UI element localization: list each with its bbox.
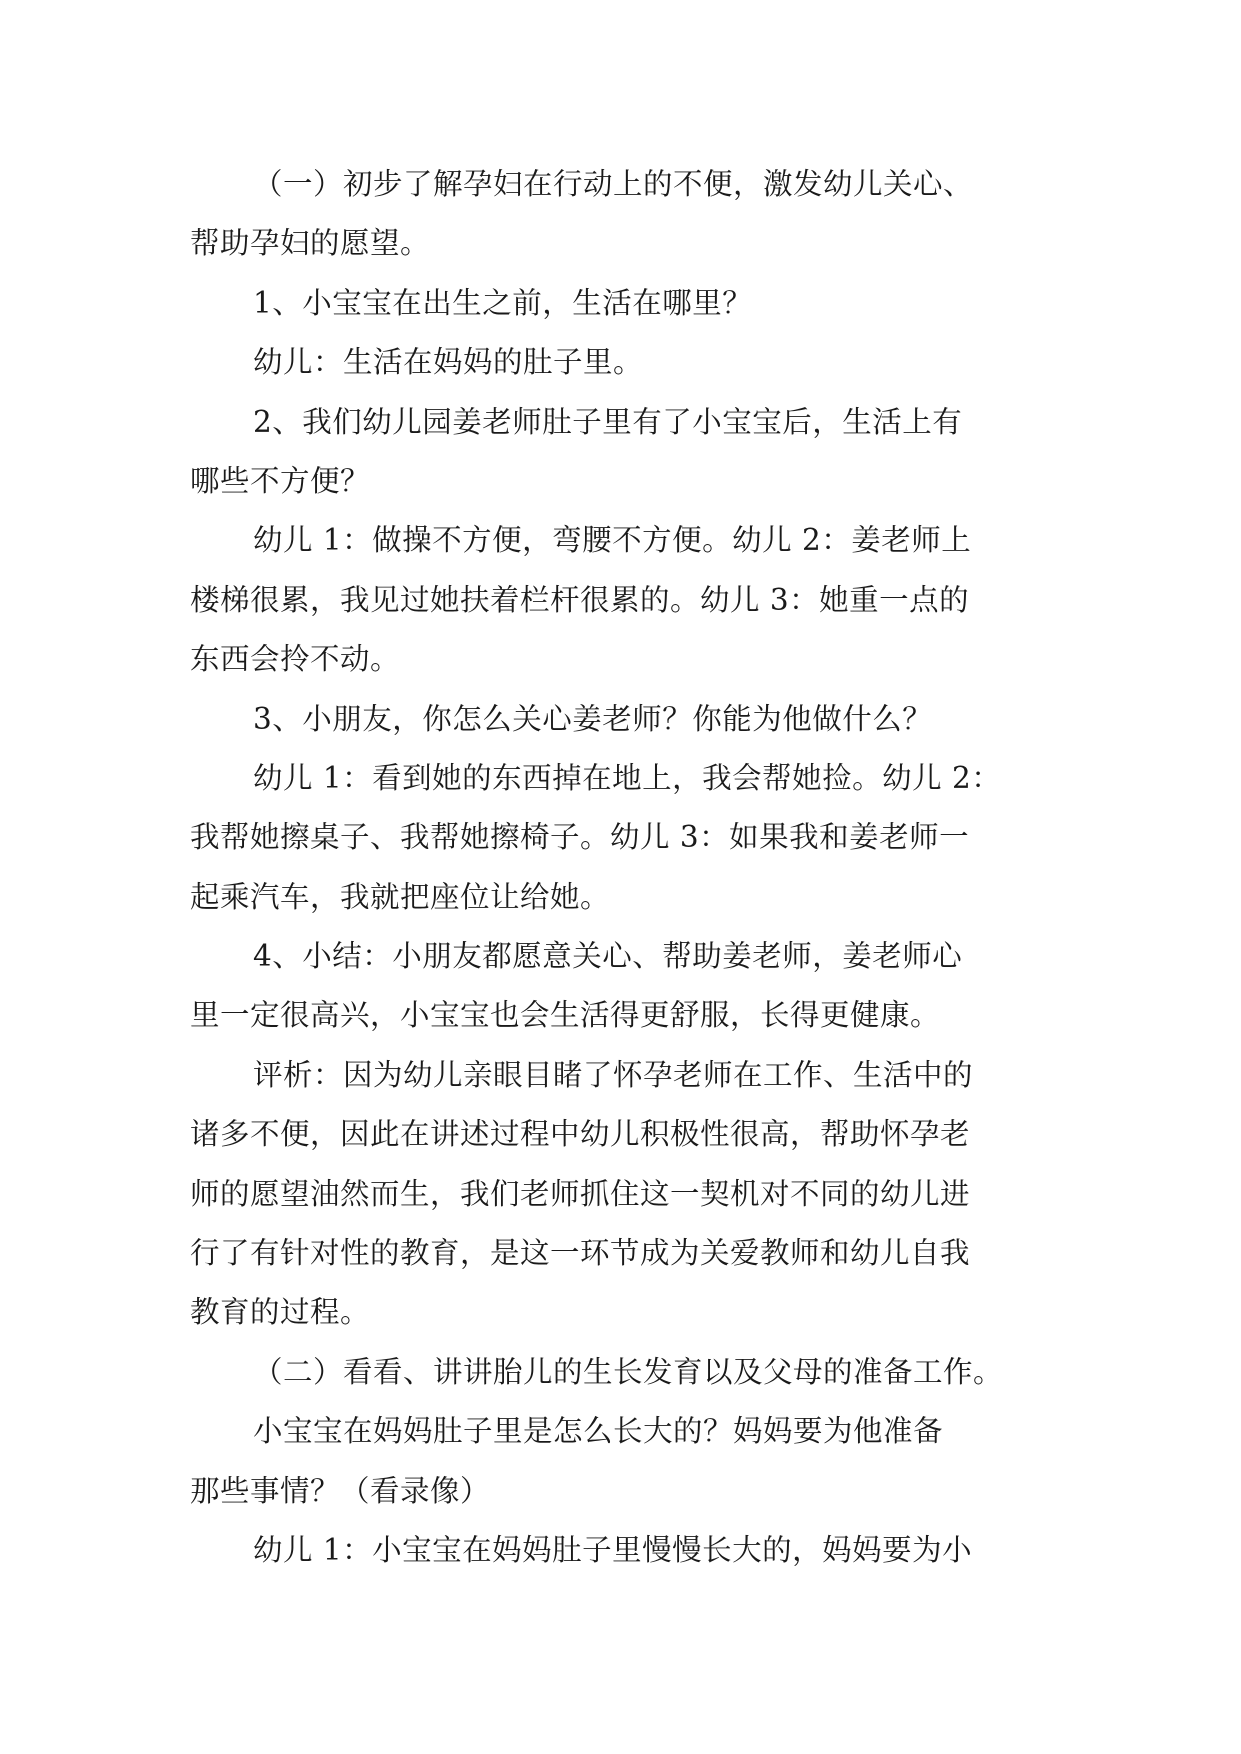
text-line: 教育的过程。 <box>190 1295 371 1330</box>
text-line: 我帮她擦桌子、我帮她擦椅子。幼儿 3：如果我和姜老师一 <box>190 820 970 855</box>
text-line: 里一定很高兴，小宝宝也会生活得更舒服，长得更健康。 <box>190 998 941 1033</box>
document-body <box>190 155 1070 1580</box>
text-line: 那些事情？（看录像） <box>190 1473 491 1508</box>
text-line: （二）看看、讲讲胎儿的生长发育以及父母的准备工作。 <box>253 1354 1004 1389</box>
text-line: 1、小宝宝在出生之前，生活在哪里？ <box>253 285 753 320</box>
text-line: 4、小结：小朋友都愿意关心、帮助姜老师，姜老师心 <box>253 939 963 974</box>
text-line: 幼儿：生活在妈妈的肚子里。 <box>253 345 644 380</box>
text-line: 诸多不便，因此在讲述过程中幼儿积极性很高，帮助怀孕老 <box>190 1117 971 1152</box>
text-line: 行了有针对性的教育，是这一环节成为关爱教师和幼儿自我 <box>190 1236 971 1271</box>
text-line: 起乘汽车，我就把座位让给她。 <box>190 879 611 914</box>
text-line: 楼梯很累，我见过她扶着栏杆很累的。幼儿 3：她重一点的 <box>190 582 970 617</box>
text-line: 评析：因为幼儿亲眼目睹了怀孕老师在工作、生活中的 <box>253 1057 974 1092</box>
text-line: 小宝宝在妈妈肚子里是怎么长大的？妈妈要为他准备 <box>253 1414 944 1449</box>
text-line: 3、小朋友，你怎么关心姜老师？你能为他做什么？ <box>253 701 933 736</box>
text-line: 帮助孕妇的愿望。 <box>190 226 431 261</box>
text-line: 2、我们幼儿园姜老师肚子里有了小宝宝后，生活上有 <box>253 404 963 439</box>
text-line: 幼儿 1：小宝宝在妈妈肚子里慢慢长大的，妈妈要为小 <box>253 1532 973 1567</box>
text-line: 幼儿 1：做操不方便，弯腰不方便。幼儿 2：姜老师上 <box>253 523 972 558</box>
text-line: 哪些不方便？ <box>190 463 371 498</box>
text-line: 师的愿望油然而生，我们老师抓住这一契机对不同的幼儿进 <box>190 1176 971 1211</box>
text-line: 幼儿 1：看到她的东西掉在地上，我会帮她捡。幼儿 2： <box>253 760 1002 795</box>
text-line: 东西会拎不动。 <box>190 642 401 677</box>
text-line: （一）初步了解孕妇在行动上的不便，激发幼儿关心、 <box>253 167 974 201</box>
